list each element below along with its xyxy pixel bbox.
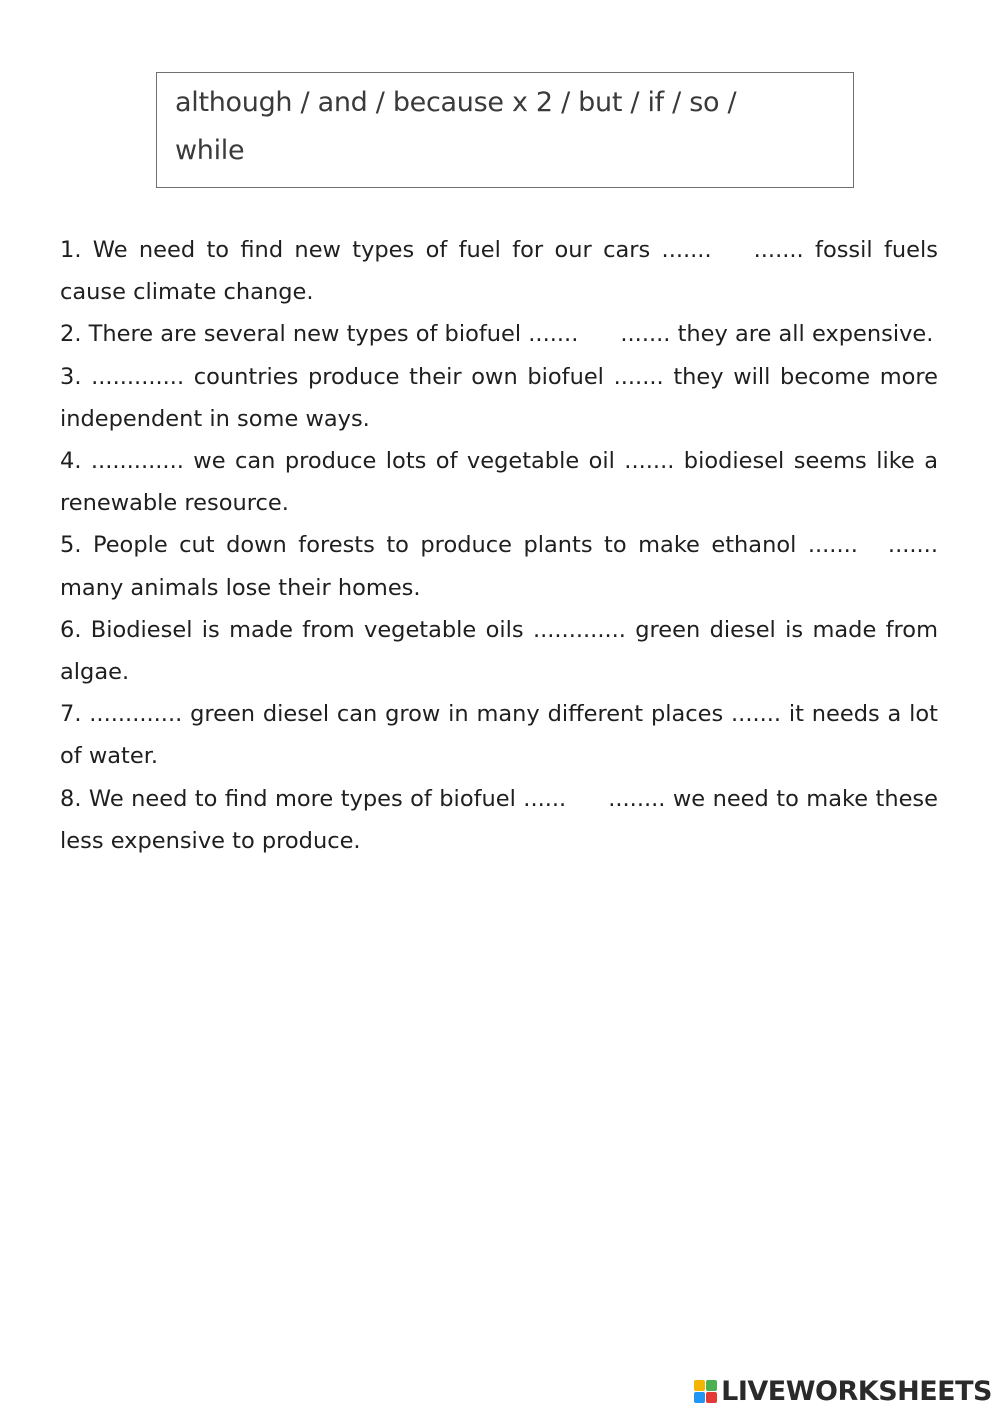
word-bank-box <box>156 72 854 188</box>
exercise-item-7: 7. ............. green diesel can grow in many different places ....... it needs a lot of water. <box>60 701 938 770</box>
brand-name: LIVEWORKSHEETS <box>721 1376 992 1407</box>
exercise-item-4: 4. ............. we can produce lots of vegetable oil ....... biodiesel seems like a renewable resource. <box>60 448 938 517</box>
word-bank-line-1: although / and / because x 2 / but / if / so / <box>175 87 737 118</box>
logo-square-2 <box>706 1380 717 1391</box>
logo-square-4 <box>706 1392 717 1403</box>
liveworksheets-logo-icon <box>694 1380 717 1403</box>
footer-brand <box>694 1376 992 1407</box>
exercise-item-8: 8. We need to find more types of biofuel ...... ........ we need to make these less expensive to produce. <box>60 785 938 854</box>
exercise-list <box>60 229 938 862</box>
exercise-item-3: 3. ............. countries produce their own biofuel ....... they will become more independent in some ways. <box>60 363 938 432</box>
exercise-item-2: 2. There are several new types of biofuel ....... ....... they are all expensive. <box>60 321 934 348</box>
word-bank-line-2: while <box>175 135 245 166</box>
exercise-item-6: 6. Biodiesel is made from vegetable oils ............. green diesel is made from algae. <box>60 616 938 686</box>
logo-square-1 <box>694 1380 705 1391</box>
logo-square-3 <box>694 1392 705 1403</box>
exercise-item-5: 5. People cut down forests to produce plants to make ethanol ....... ....... many animals lose their homes. <box>60 532 938 601</box>
exercise-item-1: 1. We need to find new types of fuel for our cars ....... ....... fossil fuels cause climate change. <box>60 237 938 306</box>
